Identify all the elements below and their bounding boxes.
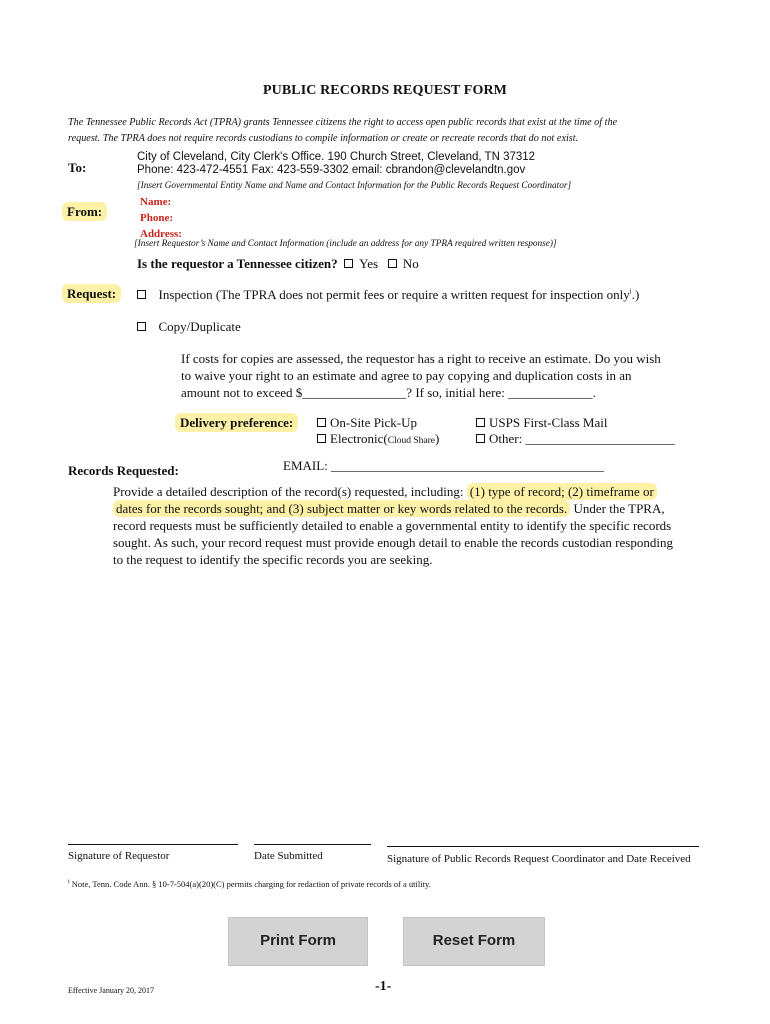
other-checkbox[interactable] xyxy=(476,434,485,443)
electronic-label: Electronic( xyxy=(330,431,388,446)
cost-line-3[interactable]: amount not to exceed $________________? If so, initial here: _____________. xyxy=(181,385,596,400)
footnote xyxy=(68,879,431,889)
footnote-text: Note, Tenn. Code Ann. § 10-7-504(a)(20)(C) permits charging for redaction of private records of a utility. xyxy=(69,879,431,889)
onsite-label: On-Site Pick-Up xyxy=(330,415,418,430)
reset-form-button[interactable]: Reset Form xyxy=(403,917,545,966)
from-fields xyxy=(140,194,182,242)
from-label: From: xyxy=(62,202,107,221)
intro-line-2: request. The TPRA does not require records custodians to compile information or create or recreate records that do not exist. xyxy=(68,133,579,144)
cloud-share-label: Cloud Share xyxy=(387,436,435,446)
page-title: PUBLIC RECORDS REQUEST FORM xyxy=(263,83,507,98)
electronic-label-end: ) xyxy=(434,431,440,446)
records-highlight-1: (1) type of record; (2) timeframe or xyxy=(467,483,657,500)
footnote-marker: i xyxy=(68,879,70,886)
records-line-1: Provide a detailed description of the record(s) requested, including: (1) type of record; (2) timeframe or xyxy=(113,483,713,500)
delivery-other xyxy=(476,431,675,447)
address-label[interactable]: Address: xyxy=(140,228,182,240)
copy-checkbox[interactable] xyxy=(137,322,146,331)
citizen-yes-checkbox[interactable] xyxy=(344,259,353,268)
date-submitted-label: Date Submitted xyxy=(254,850,323,862)
date-submitted-line[interactable] xyxy=(254,844,371,845)
citizen-row xyxy=(137,256,419,272)
from-note: [Insert Requestor’s Name and Contact Information (include an address for any TPRA required written response)] xyxy=(134,239,557,249)
electronic-checkbox[interactable] xyxy=(317,434,326,443)
records-line-2: dates for the records sought; and (3) subject matter or key words related to the records. Under the TPRA, xyxy=(113,500,713,517)
email-field[interactable]: EMAIL: __________________________________________ xyxy=(283,458,605,473)
records-label: Records Requested: xyxy=(68,463,179,478)
usps-label: USPS First-Class Mail xyxy=(489,415,608,430)
inspection-text: Inspection (The TPRA does not permit fees or require a written request for inspection only xyxy=(158,287,630,302)
copy-text: Copy/Duplicate xyxy=(158,319,241,334)
records-line-5: to the request to identify the specific records you are seeking. xyxy=(113,552,433,567)
records-line-3: record requests must be sufficiently detailed to enable a governmental entity to identify the specific records xyxy=(113,518,672,533)
request-label: Request: xyxy=(62,284,121,303)
cost-estimate xyxy=(181,350,661,401)
page-number: -1- xyxy=(375,979,392,994)
delivery-electronic xyxy=(317,431,439,447)
inspection-checkbox[interactable] xyxy=(137,290,146,299)
intro-text xyxy=(68,115,718,147)
print-form-button[interactable]: Print Form xyxy=(228,917,368,966)
inspection-row xyxy=(137,287,639,303)
records-description xyxy=(113,483,713,568)
delivery-label: Delivery preference: xyxy=(175,413,298,432)
citizen-question: Is the requestor a Tennessee citizen? xyxy=(137,256,338,271)
coordinator-signature-line[interactable] xyxy=(387,846,699,847)
to-line-1: City of Cleveland, City Clerk's Office. 190 Church Street, Cleveland, TN 37312 xyxy=(137,151,536,163)
citizen-no-label: No xyxy=(402,256,419,271)
name-label[interactable]: Name: xyxy=(140,196,172,208)
cost-line-1: If costs for copies are assessed, the requestor has a right to receive an estimate. Do you wish xyxy=(181,351,661,366)
phone-label[interactable]: Phone: xyxy=(140,212,173,224)
onsite-checkbox[interactable] xyxy=(317,418,326,427)
delivery-onsite xyxy=(317,415,417,431)
intro-line-1: The Tennessee Public Records Act (TPRA) grants Tennessee citizens the right to access open public records that exist at the time of the xyxy=(68,117,618,128)
to-label: To: xyxy=(68,160,87,175)
citizen-no-checkbox[interactable] xyxy=(388,259,397,268)
records-highlight-2: dates for the records sought; and (3) subject matter or key words related to the records. xyxy=(113,500,570,517)
cost-line-2: to waive your right to an estimate and agree to pay copying and duplication costs in an xyxy=(181,368,632,383)
delivery-usps xyxy=(476,415,607,431)
requestor-signature-label: Signature of Requestor xyxy=(68,850,170,862)
requestor-signature-line[interactable] xyxy=(68,844,238,845)
other-field[interactable]: Other: _______________________ xyxy=(489,431,675,446)
coordinator-signature-label: Signature of Public Records Request Coordinator and Date Received xyxy=(387,853,691,865)
effective-date: Effective January 20, 2017 xyxy=(68,986,155,995)
to-note: [Insert Governmental Entity Name and Name and Contact Information for the Public Records Request Coordinator] xyxy=(137,181,572,191)
to-line-2: Phone: 423-472-4551 Fax: 423-559-3302 email: cbrandon@clevelandtn.gov xyxy=(137,164,526,176)
inspection-text-end: .) xyxy=(631,287,640,302)
inspection-footnote-marker: i xyxy=(629,287,632,296)
citizen-yes-label: Yes xyxy=(359,256,379,271)
records-line-4: sought. As such, your record request must provide enough detail to enable the records custodian responding xyxy=(113,535,673,550)
copy-row xyxy=(137,319,241,335)
usps-checkbox[interactable] xyxy=(476,418,485,427)
